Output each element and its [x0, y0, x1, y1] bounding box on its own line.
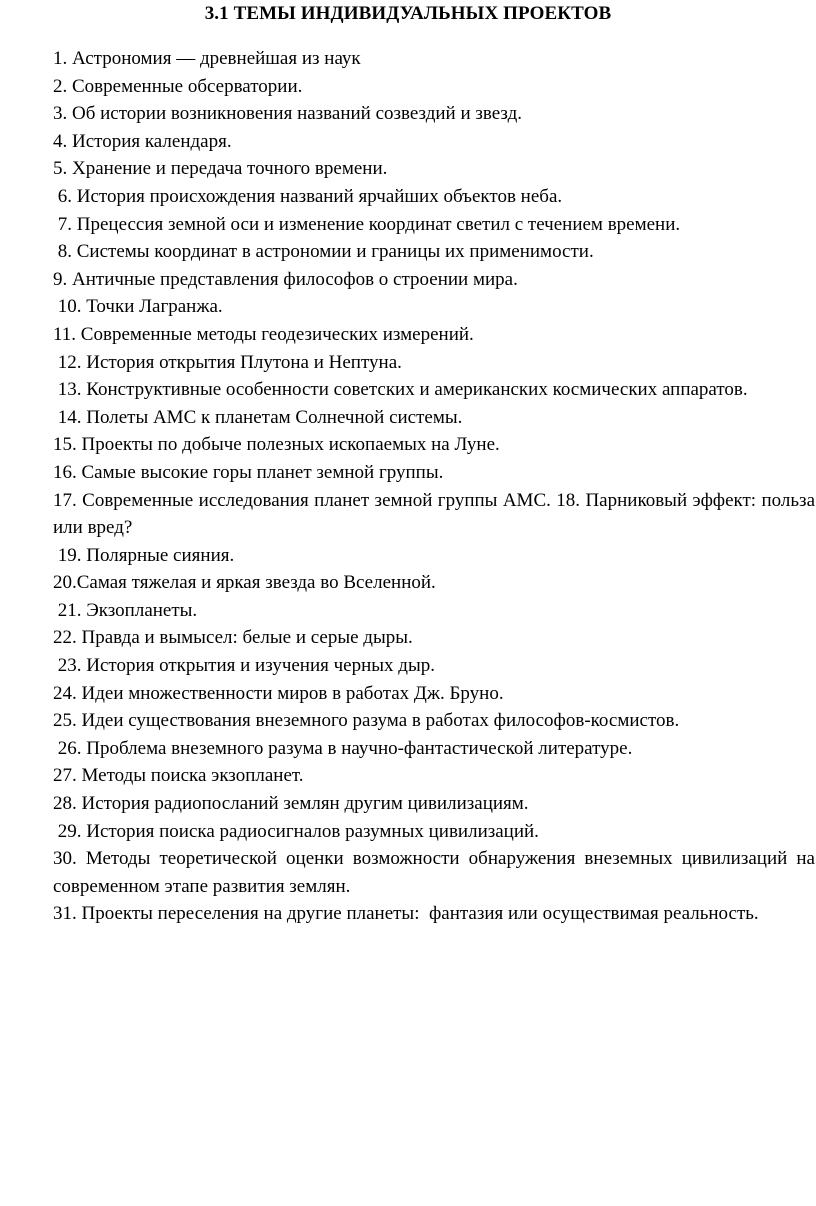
list-item: 23. История открытия и изучения черных дыр. — [53, 655, 435, 677]
list-item: 2. Современные обсерватории. — [53, 75, 303, 97]
list-item: 26. Проблема внеземного разума в научно-фантастической литературе. — [53, 737, 633, 759]
list-item: 25. Идеи существования внеземного разума в работах философов-космистов. — [53, 710, 680, 732]
list-item: 24. Идеи множественности миров в работах Дж. Бруно. — [53, 682, 504, 704]
list-item: 14. Полеты АМС к планетам Солнечной системы. — [53, 406, 463, 428]
list-item: 4. История календаря. — [53, 130, 232, 152]
project-topics-list — [53, 45, 813, 928]
list-item: 9. Античные представления философов о строении мира. — [53, 268, 518, 290]
page-title: 3.1 ТЕМЫ ИНДИВИДУАЛЬНЫХ ПРОЕКТОВ — [204, 3, 612, 24]
list-item: 8. Системы координат в астрономии и границы их применимости. — [53, 241, 594, 263]
list-item: 28. История радиопосланий землян другим цивилизациям. — [53, 793, 529, 815]
list-item: 11. Современные методы геодезических измерений. — [53, 323, 474, 345]
list-item: 20.Самая тяжелая и яркая звезда во Вселенной. — [53, 572, 436, 594]
list-item: 10. Точки Лагранжа. — [53, 296, 223, 318]
list-item: 3. Об истории возникновения названий созвездий и звезд. — [53, 103, 522, 125]
list-item: 22. Правда и вымысел: белые и серые дыры. — [53, 627, 413, 649]
list-item: 5. Хранение и передача точного времени. — [53, 158, 388, 180]
list-item: 21. Экзопланеты. — [53, 599, 198, 621]
list-item: 1. Астрономия — древнейшая из наук — [53, 48, 361, 69]
list-item: 6. История происхождения названий ярчайших объектов неба. — [53, 185, 563, 207]
list-item: 16. Самые высокие горы планет земной группы. — [53, 461, 444, 483]
list-item: 12. История открытия Плутона и Нептуна. — [53, 351, 402, 373]
list-item: 15. Проекты по добыче полезных ископаемых на Луне. — [53, 434, 500, 456]
list-item: 27. Методы поиска экзопланет. — [53, 765, 304, 787]
list-item: 17. Современные исследования планет земной группы АМС. 18. Парниковый эффект: польза или вред? — [53, 489, 815, 539]
list-item: 7. Прецессия земной оси и изменение координат светил с течением времени. — [53, 213, 681, 235]
list-item: 30. Методы теоретической оценки возможности обнаружения внеземных цивилизаций на современном этапе развития землян. — [53, 848, 815, 897]
list-item: 13. Конструктивные особенности советских и американских космических аппаратов. — [53, 379, 748, 401]
list-item: 31. Проекты переселения на другие планеты: фантазия или осуществимая реальность. — [53, 903, 759, 925]
list-item: 19. Полярные сияния. — [53, 544, 235, 566]
list-item: 29. История поиска радиосигналов разумных цивилизаций. — [53, 820, 539, 842]
